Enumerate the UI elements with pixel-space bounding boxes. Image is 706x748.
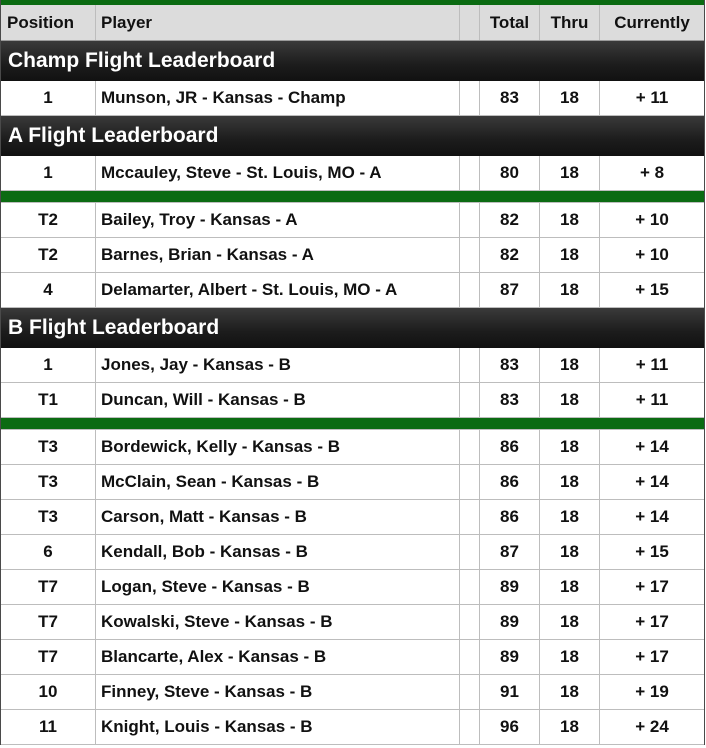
spacer-cell: [460, 273, 480, 307]
position-cell: T7: [1, 605, 96, 639]
currently-cell: + 14: [635, 437, 669, 456]
position-cell: T3: [1, 430, 96, 464]
spacer-cell: [460, 203, 480, 237]
spacer-cell: [460, 640, 480, 674]
group-divider: [1, 418, 704, 430]
table-row[interactable]: [1, 156, 704, 191]
player-cell: Barnes, Brian - Kansas - A: [96, 238, 460, 272]
thru-cell: 18: [540, 383, 600, 417]
player-cell: Logan, Steve - Kansas - B: [96, 570, 460, 604]
thru-cell: 18: [540, 156, 600, 190]
flights-container: [1, 41, 704, 745]
table-row[interactable]: [1, 203, 704, 238]
currently-cell: + 15: [635, 542, 669, 561]
position-cell: T7: [1, 640, 96, 674]
total-cell: 83: [480, 348, 540, 382]
flight-section-header: A Flight Leaderboard: [1, 116, 704, 156]
thru-cell: 18: [540, 465, 600, 499]
total-cell: 80: [480, 156, 540, 190]
table-row[interactable]: [1, 348, 704, 383]
column-header-total[interactable]: Total: [480, 5, 540, 40]
currently-cell: + 15: [635, 280, 669, 299]
thru-cell: 18: [540, 500, 600, 534]
thru-cell: 18: [540, 605, 600, 639]
thru-cell: 18: [540, 273, 600, 307]
spacer-cell: [460, 465, 480, 499]
total-cell: 89: [480, 605, 540, 639]
player-cell: Kowalski, Steve - Kansas - B: [96, 605, 460, 639]
thru-cell: 18: [540, 535, 600, 569]
thru-cell: 18: [540, 570, 600, 604]
column-header-currently[interactable]: Currently: [614, 12, 690, 32]
position-cell: T1: [1, 383, 96, 417]
flight-section-header: Champ Flight Leaderboard: [1, 41, 704, 81]
player-cell: Mccauley, Steve - St. Louis, MO - A: [96, 156, 460, 190]
player-cell: Bailey, Troy - Kansas - A: [96, 203, 460, 237]
player-cell: Duncan, Will - Kansas - B: [96, 383, 460, 417]
total-cell: 83: [480, 383, 540, 417]
currently-cell: + 14: [635, 507, 669, 526]
thru-cell: 18: [540, 710, 600, 744]
total-cell: 89: [480, 640, 540, 674]
position-cell: 4: [1, 273, 96, 307]
flight-section-header: B Flight Leaderboard: [1, 308, 704, 348]
spacer-cell: [460, 156, 480, 190]
total-cell: 86: [480, 430, 540, 464]
table-row[interactable]: [1, 605, 704, 640]
currently-cell: + 8: [639, 163, 665, 182]
spacer-cell: [460, 570, 480, 604]
table-row[interactable]: [1, 710, 704, 745]
table-row[interactable]: [1, 570, 704, 605]
total-cell: 96: [480, 710, 540, 744]
position-cell: 10: [1, 675, 96, 709]
player-cell: Blancarte, Alex - Kansas - B: [96, 640, 460, 674]
thru-cell: 18: [540, 430, 600, 464]
player-cell: Munson, JR - Kansas - Champ: [96, 81, 460, 115]
currently-cell: + 24: [635, 717, 669, 736]
currently-cell: + 17: [635, 577, 669, 596]
currently-cell: + 14: [635, 472, 669, 491]
currently-cell: + 10: [635, 245, 669, 264]
table-row[interactable]: [1, 640, 704, 675]
total-cell: 89: [480, 570, 540, 604]
spacer-cell: [460, 675, 480, 709]
position-cell: T2: [1, 238, 96, 272]
total-cell: 82: [480, 238, 540, 272]
position-cell: T3: [1, 465, 96, 499]
total-cell: 82: [480, 203, 540, 237]
column-header-spacer: [460, 5, 480, 40]
currently-cell: + 19: [635, 682, 669, 701]
spacer-cell: [460, 430, 480, 464]
thru-cell: 18: [540, 640, 600, 674]
position-cell: 1: [1, 156, 96, 190]
column-header-row: [1, 5, 704, 41]
column-header-thru[interactable]: Thru: [540, 5, 600, 40]
spacer-cell: [460, 535, 480, 569]
spacer-cell: [460, 383, 480, 417]
player-cell: Finney, Steve - Kansas - B: [96, 675, 460, 709]
total-cell: 91: [480, 675, 540, 709]
thru-cell: 18: [540, 203, 600, 237]
position-cell: 11: [1, 710, 96, 744]
position-cell: 6: [1, 535, 96, 569]
currently-cell: + 11: [635, 88, 669, 107]
spacer-cell: [460, 500, 480, 534]
thru-cell: 18: [540, 348, 600, 382]
spacer-cell: [460, 238, 480, 272]
table-row[interactable]: [1, 383, 704, 418]
player-cell: Carson, Matt - Kansas - B: [96, 500, 460, 534]
table-row[interactable]: [1, 238, 704, 273]
player-cell: McClain, Sean - Kansas - B: [96, 465, 460, 499]
position-cell: T3: [1, 500, 96, 534]
total-cell: 83: [480, 81, 540, 115]
currently-cell: + 11: [635, 355, 669, 374]
column-header-player[interactable]: Player: [96, 5, 460, 40]
position-cell: T2: [1, 203, 96, 237]
player-cell: Kendall, Bob - Kansas - B: [96, 535, 460, 569]
table-row[interactable]: [1, 430, 704, 465]
total-cell: 87: [480, 273, 540, 307]
total-cell: 86: [480, 465, 540, 499]
player-cell: Delamarter, Albert - St. Louis, MO - A: [96, 273, 460, 307]
spacer-cell: [460, 81, 480, 115]
table-row[interactable]: [1, 273, 704, 308]
currently-cell: + 11: [635, 390, 669, 409]
player-cell: Jones, Jay - Kansas - B: [96, 348, 460, 382]
thru-cell: 18: [540, 238, 600, 272]
spacer-cell: [460, 605, 480, 639]
currently-cell: + 17: [635, 612, 669, 631]
table-row[interactable]: [1, 675, 704, 710]
column-header-position[interactable]: Position: [1, 5, 96, 40]
position-cell: 1: [1, 81, 96, 115]
table-row[interactable]: [1, 81, 704, 116]
position-cell: T7: [1, 570, 96, 604]
player-cell: Bordewick, Kelly - Kansas - B: [96, 430, 460, 464]
thru-cell: 18: [540, 675, 600, 709]
thru-cell: 18: [540, 81, 600, 115]
player-cell: Knight, Louis - Kansas - B: [96, 710, 460, 744]
table-row[interactable]: [1, 465, 704, 500]
currently-cell: + 10: [635, 210, 669, 229]
group-divider: [1, 191, 704, 203]
spacer-cell: [460, 348, 480, 382]
total-cell: 87: [480, 535, 540, 569]
table-row[interactable]: [1, 535, 704, 570]
position-cell: 1: [1, 348, 96, 382]
table-row[interactable]: [1, 500, 704, 535]
spacer-cell: [460, 710, 480, 744]
total-cell: 86: [480, 500, 540, 534]
currently-cell: + 17: [635, 647, 669, 666]
